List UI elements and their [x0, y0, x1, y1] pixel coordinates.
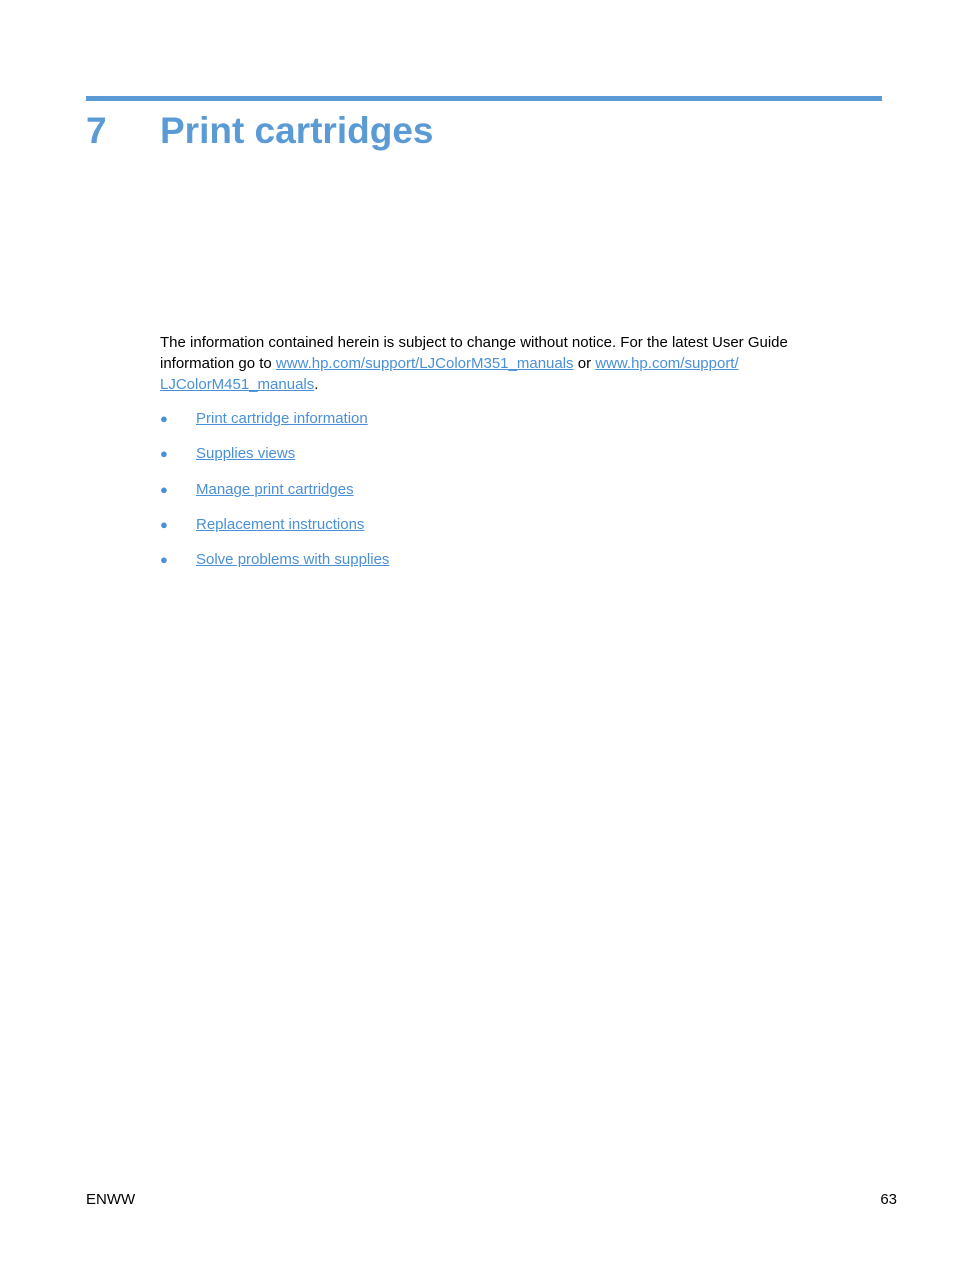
toc-link-supplies-views[interactable]: Supplies views [196, 445, 296, 463]
chapter-number: 7 [86, 110, 107, 151]
bullet-icon: ● [160, 552, 168, 568]
toc-item [160, 549, 389, 584]
bullet-icon: ● [160, 481, 168, 497]
link-ljcolorm351-manuals[interactable]: www.hp.com/support/LJColorM351_manuals [275, 355, 574, 372]
toc-link-manage-print-cartridges[interactable]: Manage print cartridges [196, 480, 354, 498]
toc-link-print-cartridge-information[interactable]: Print cartridge information [196, 410, 368, 427]
toc-link-solve-problems-with-supplies[interactable]: Solve problems with supplies [196, 551, 390, 569]
chapter-toc-list [160, 408, 389, 584]
intro-text-before: The information contained herein is subject to change without notice. For the latest User Guide information go to [160, 334, 788, 372]
intro-paragraph [160, 332, 860, 395]
intro-text-middle: or [573, 355, 596, 372]
link-ljcolorm451-manuals-part2[interactable]: LJColorM451_manuals [160, 376, 315, 393]
toc-item [160, 443, 389, 478]
bullet-icon: ● [160, 411, 168, 426]
toc-item [160, 479, 389, 514]
intro-text-after: . [314, 376, 319, 393]
toc-item [160, 408, 389, 443]
chapter-top-rule [86, 96, 882, 101]
toc-item [160, 514, 389, 549]
chapter-title: Print cartridges [160, 110, 434, 151]
link-ljcolorm451-manuals-part1[interactable]: www.hp.com/support/ [595, 355, 739, 372]
bullet-icon: ● [160, 446, 168, 462]
footer-label: ENWW [86, 1191, 136, 1208]
page-number: 63 [880, 1191, 897, 1208]
bullet-icon: ● [160, 516, 168, 532]
toc-link-replacement-instructions[interactable]: Replacement instructions [196, 515, 365, 533]
